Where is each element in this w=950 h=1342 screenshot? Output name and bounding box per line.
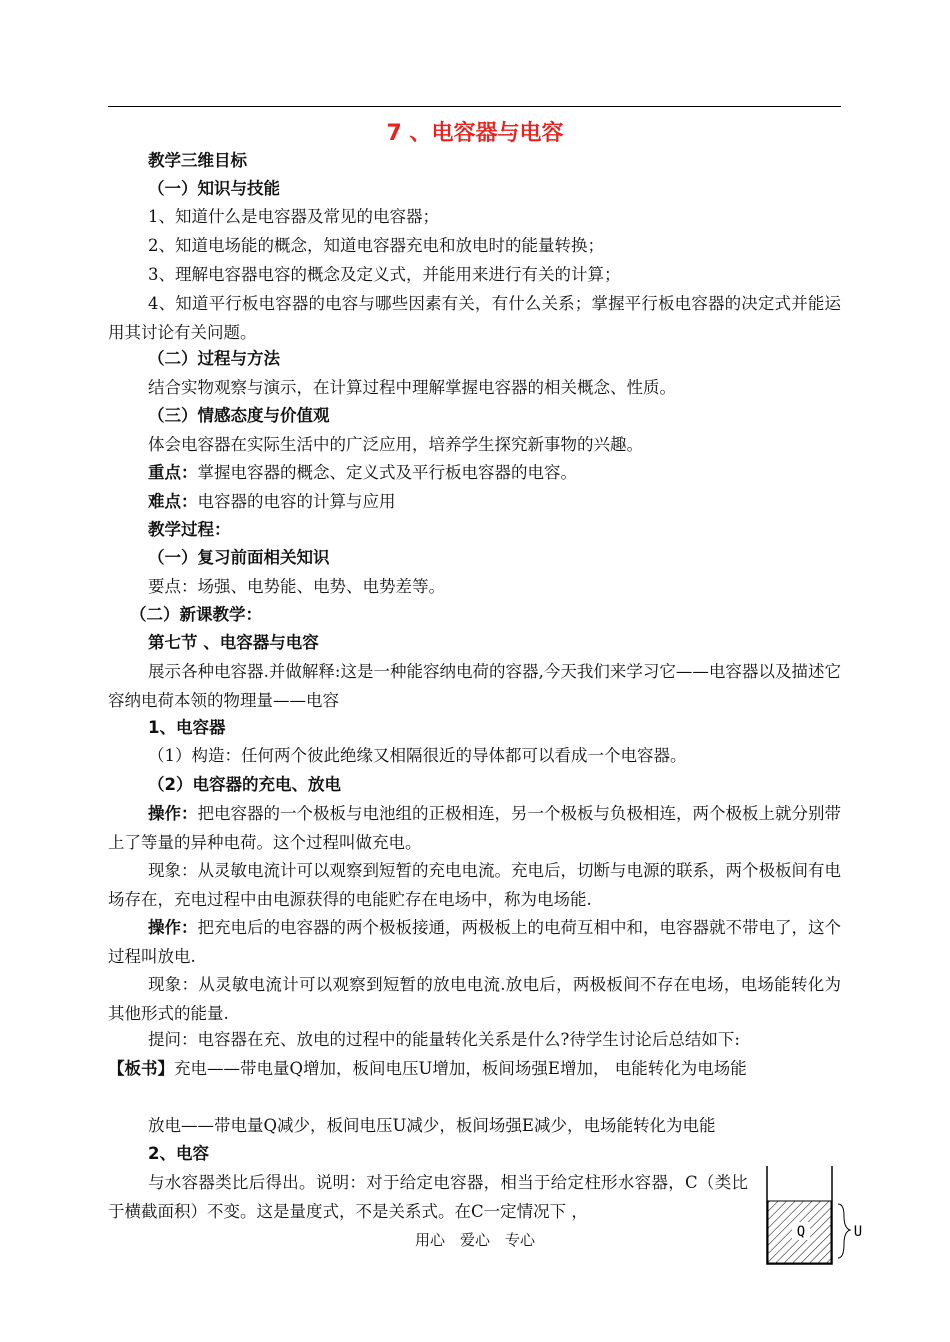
difficult-point-text: 电容器的电容的计算与应用 [197,492,396,511]
intro-paragraph: 展示各种电容器.并做解释:这是一种能容纳电荷的容器,今天我们来学习它——电容器以及描述它容纳电荷本领的物理量——电容 [108,662,841,710]
charge-operation [108,799,841,857]
review-text: 要点：场强、电势能、电势、电势差等。 [148,577,445,596]
discharge-operation [108,913,841,971]
figure-label-u: U [853,1224,863,1240]
board-charge [108,1054,841,1083]
difficult-point [148,492,396,512]
discharge-operation-text: 把充电后的电容器的两个极板接通，两极板上的电荷互相中和，电容器就不带电了，这个过程叫放电. [108,918,841,966]
structure-text: （1）构造：任何两个彼此绝缘又相隔很近的导体都可以看成一个电容器。 [148,746,687,765]
emotion-heading: （三）情感态度与价值观 [148,406,330,425]
knowledge-item-3: 3、理解电容器电容的概念及定义式，并能用来进行有关的计算； [148,265,621,284]
board-discharge: 放电——带电量Q减少，板间电压U减少，板间场强E减少，电场能转化为电能 [148,1116,716,1135]
charge-operation-text: 把电容器的一个极板与电池组的正极相连，另一个极板与负极相连，两个极板上就分别带上了等量的异种电荷。这个过程叫做充电。 [108,804,841,852]
key-point-text: 掌握电容器的概念、定义式及平行板电容器的电容。 [197,463,577,482]
capacitor-heading: 1、电容器 [148,718,226,737]
goals-heading: 教学三维目标 [148,151,247,170]
key-point-label: 重点： [148,463,198,482]
discharge-phenomenon: 现象：从灵敏电流计可以观察到短暂的放电电流.放电后，两极板间不存在电场，电场能转化为其他形式的能量. [108,975,841,1023]
figure-label-q: Q [796,1224,806,1240]
page-title: 7 、电容器与电容 [386,121,564,146]
process-method-heading: （二）过程与方法 [148,349,280,368]
new-lesson-heading: （二）新课教学： [130,605,262,624]
discharge-operation-label: 操作： [148,918,198,937]
charge-operation-label: 操作： [148,804,198,823]
charge-discharge-heading: （2）电容器的充电、放电 [148,775,341,794]
board-charge-text: 充电——带电量Q增加，板间电压U增加，板间场强E增加， 电能转化为电场能 [174,1059,747,1078]
capacitance-text: 与水容器类比后得出。说明：对于给定电容器，相当于给定柱形水容器，C（类比于横截面积）不变。这是量度式，不是关系式。在C一定情况下 ， [108,1173,748,1221]
knowledge-item-4: 4、知道平行板电容器的电容与哪些因素有关，有什么关系；掌握平行板电容器的决定式并能运用其讨论有关问题。 [108,294,841,342]
header-rule [108,106,841,107]
capacitance-heading: 2、电容 [148,1144,209,1163]
key-point [148,463,577,483]
charge-phenomenon: 现象：从灵敏电流计可以观察到短暂的充电电流。充电后，切断与电源的联系，两个极板间有电场存在，充电过程中由电源获得的电能贮存在电场中，称为电场能. [108,861,841,909]
knowledge-heading: （一）知识与技能 [148,179,280,198]
page-footer: 用心 爱心 专心 [414,1231,535,1249]
water-container-figure [762,1166,872,1270]
knowledge-item-1: 1、知道什么是电容器及常见的电容器； [148,207,439,226]
question-text: 提问：电容器在充、放电的过程中的能量转化关系是什么?待学生讨论后总结如下: [148,1030,740,1049]
process-method-text: 结合实物观察与演示，在计算过程中理解掌握电容器的相关概念、性质。 [148,378,676,397]
review-heading: （一）复习前面相关知识 [148,548,330,567]
teaching-process-heading: 教学过程： [148,520,231,539]
difficult-point-label: 难点： [148,492,198,511]
board-label: 【板书】 [108,1059,174,1078]
knowledge-item-2: 2、知道电场能的概念，知道电容器充电和放电时的能量转换； [148,236,604,255]
emotion-text: 体会电容器在实际生活中的广泛应用，培养学生探究新事物的兴趣。 [148,435,643,454]
section-heading: 第七节 、电容器与电容 [148,633,319,652]
